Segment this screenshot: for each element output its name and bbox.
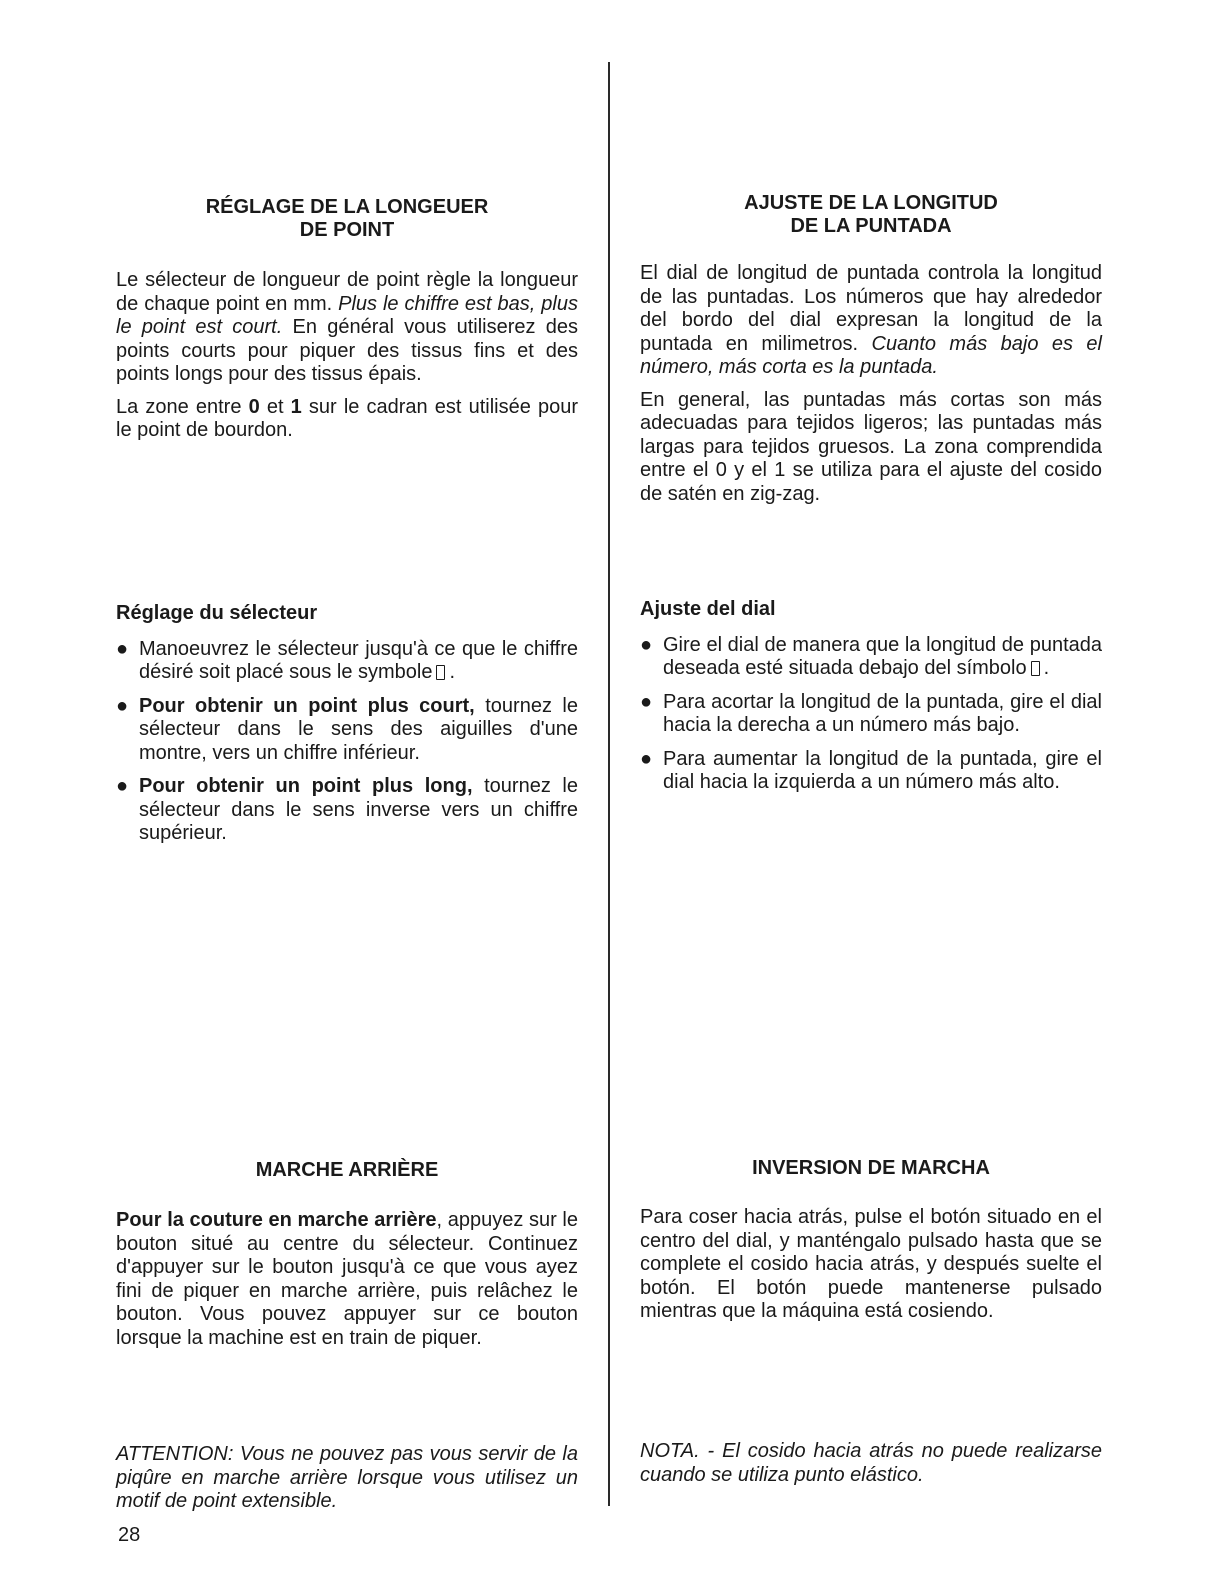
right-reverse-title: INVERSION DE MARCHA (752, 1157, 990, 1179)
bullet-icon: ● (640, 690, 653, 713)
list-item: ● Pour obtenir un point plus long, tournez le sélecteur dans le sens inverse vers un chiffre supérieur. (116, 775, 578, 844)
left-reverse-paragraph: Pour la couture en marche arrière, appuyez sur le bouton situé au centre du sélecteur. Continuez d'appuyer sur le bouton jusqu'à ce que vous ayez fini de piquer en marche arrière, puis relâchez le bouton. Vous pouvez appuyer sur ce bouton lorsque la machine est en train de piquer. (116, 1209, 578, 1349)
left-selector-list (116, 638, 578, 846)
stitch-length-symbol-icon (436, 665, 445, 680)
right-stitch-length-title: AJUSTE DE LA LONGITUD DE LA PUNTADA (744, 192, 998, 237)
left-stitch-length-section (116, 196, 578, 450)
right-selector-subtitle: Ajuste del dial (640, 598, 776, 620)
left-reverse-section (116, 1159, 578, 1357)
left-selector-subtitle: Réglage du sélecteur (116, 602, 318, 624)
right-stitch-length-paragraph-1: El dial de longitud de puntada controla la longitud de las puntadas. Los números que hay alrededor del bordo del dial expresan la longitud de la puntada en milimetros. Cuanto más bajo es el número, más corta es la puntada. (640, 262, 1102, 378)
left-stitch-length-paragraph-2: La zone entre 0 et 1 sur le cadran est utilisée pour le point de bourdon. (116, 395, 579, 441)
left-stitch-length-paragraph-1: Le sélecteur de longueur de point règle la longueur de chaque point en mm. Plus le chiffre est bas, plus le point est court. En général vous utiliserez des points courts pour piquer des tissus fins et des points longs pour des tissus épais. (116, 269, 579, 385)
right-nota-note: NOTA. - El cosido hacia atrás no puede realizarse cuando se utiliza punto elástico. (640, 1440, 1102, 1486)
bullet-icon: ● (116, 637, 129, 660)
right-stitch-length-section (640, 192, 1102, 513)
column-divider (608, 62, 610, 1506)
left-stitch-length-title: RÉGLAGE DE LA LONGEUER DE POINT (205, 196, 489, 241)
bullet-icon: ● (116, 694, 129, 717)
left-selector-section (116, 602, 578, 856)
page-number: 28 (118, 1524, 141, 1546)
right-selector-section (640, 598, 1102, 805)
right-reverse-section (640, 1157, 1102, 1331)
list-item: ● Para acortar la longitud de la puntada, gire el dial hacia la derecha a un número más bajo. (640, 690, 1102, 736)
stitch-length-symbol-icon (1031, 661, 1040, 676)
list-item: ● Gire el dial de manera que la longitud de puntada deseada esté situada debajo del símbolo . (640, 633, 1102, 679)
list-item: ● Pour obtenir un point plus court, tournez le sélecteur dans le sens des aiguilles d'une montre, vers un chiffre inférieur. (116, 694, 579, 764)
right-stitch-length-paragraph-2: En general, las puntadas más cortas son más adecuadas para tejidos ligeros; las puntadas más largas para tejidos gruesos. La zona comprendida entre el 0 y el 1 se utiliza para el ajuste del cosido de satén en zig-zag. (640, 388, 1102, 505)
list-item: ● Manoeuvrez le sélecteur jusqu'à ce que le chiffre désiré soit placé sous le symbole . (116, 637, 578, 683)
bullet-icon: ● (116, 775, 129, 797)
left-reverse-title: MARCHE ARRIÈRE (255, 1159, 439, 1181)
list-item: ● Para aumentar la longitud de la puntada, gire el dial hacia la izquierda a un número más alto. (640, 747, 1102, 793)
left-attention-note: ATTENTION: Vous ne pouvez pas vous servir de la piqûre en marche arrière lorsque vous utilisez un motif de point extensible. (116, 1443, 578, 1512)
bullet-icon: ● (640, 747, 653, 770)
right-reverse-paragraph: Para coser hacia atrás, pulse el botón situado en el centro del dial, y manténgalo pulsado hasta que se complete el cosido hacia atrás, y después suelte el botón. El botón puede mantenerse pulsado mientras que la máquina está cosiendo. (640, 1206, 1102, 1322)
right-selector-list (640, 634, 1102, 795)
bullet-icon: ● (640, 633, 653, 656)
